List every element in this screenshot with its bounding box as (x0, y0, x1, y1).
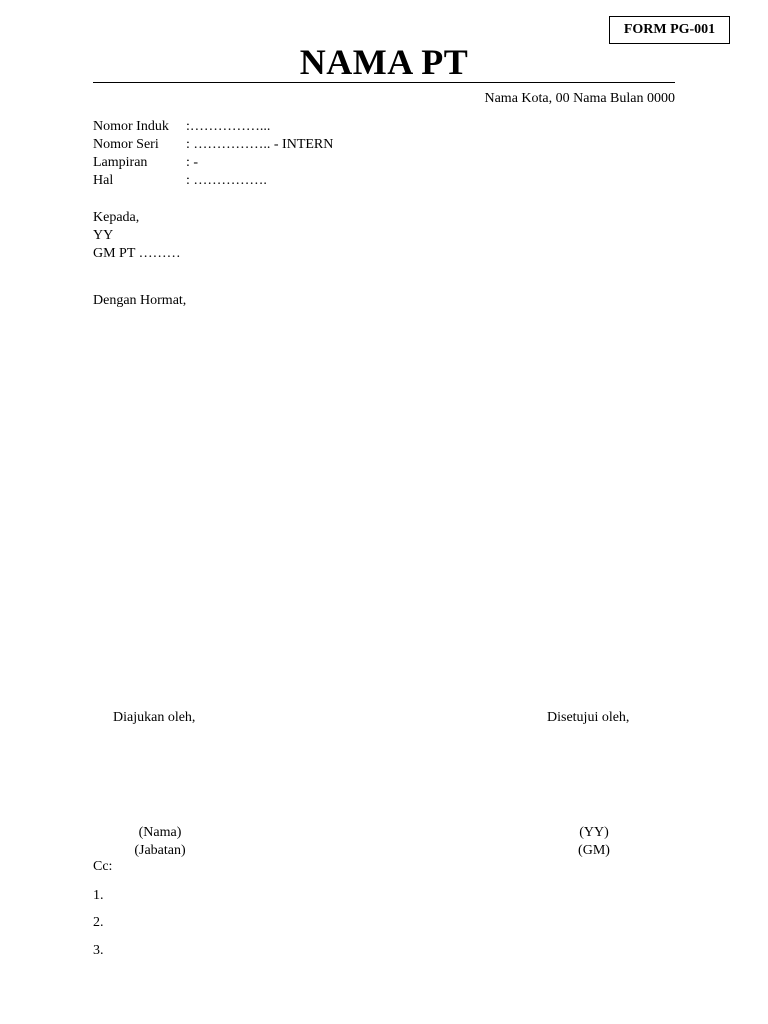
meta-value: :……………... (186, 119, 271, 134)
signature-submitted-title: (Jabatan) (134, 843, 186, 858)
meta-label: Nomor Seri (93, 137, 159, 152)
signature-approved-name: (YY) (579, 825, 609, 840)
meta-row-nomor-induk (93, 119, 270, 135)
date-line: Nama Kota, 00 Nama Bulan 0000 (484, 91, 675, 106)
cc-item-1: 1. (93, 888, 104, 903)
meta-value: : ……………. (186, 173, 267, 188)
meta-row-hal (93, 173, 267, 189)
signature-approved-heading: Disetujui oleh, (547, 710, 630, 725)
meta-value: : - (186, 155, 199, 170)
signature-submitted-name: (Nama) (138, 825, 182, 840)
recipient-greeting: Kepada, (93, 210, 140, 225)
cc-item-3: 3. (93, 943, 104, 958)
signature-submitted-heading: Diajukan oleh, (113, 710, 196, 725)
meta-row-nomor-seri (93, 137, 333, 153)
company-title: NAMA PT (299, 42, 469, 82)
meta-row-lampiran (93, 155, 198, 171)
cc-item-2: 2. (93, 915, 104, 930)
meta-label: Lampiran (93, 155, 148, 170)
meta-label: Nomor Induk (93, 119, 169, 134)
recipient-position: GM PT ……… (93, 246, 181, 261)
header-divider (93, 82, 675, 83)
salutation: Dengan Hormat, (93, 293, 187, 308)
cc-label: Cc: (93, 859, 113, 874)
meta-value: : …………….. - INTERN (186, 137, 334, 152)
meta-label: Hal (93, 173, 114, 188)
signature-approved-title: (GM) (578, 843, 610, 858)
form-code-text: FORM PG-001 (623, 22, 716, 37)
form-code-box (609, 16, 730, 44)
recipient-name: YY (93, 228, 114, 243)
